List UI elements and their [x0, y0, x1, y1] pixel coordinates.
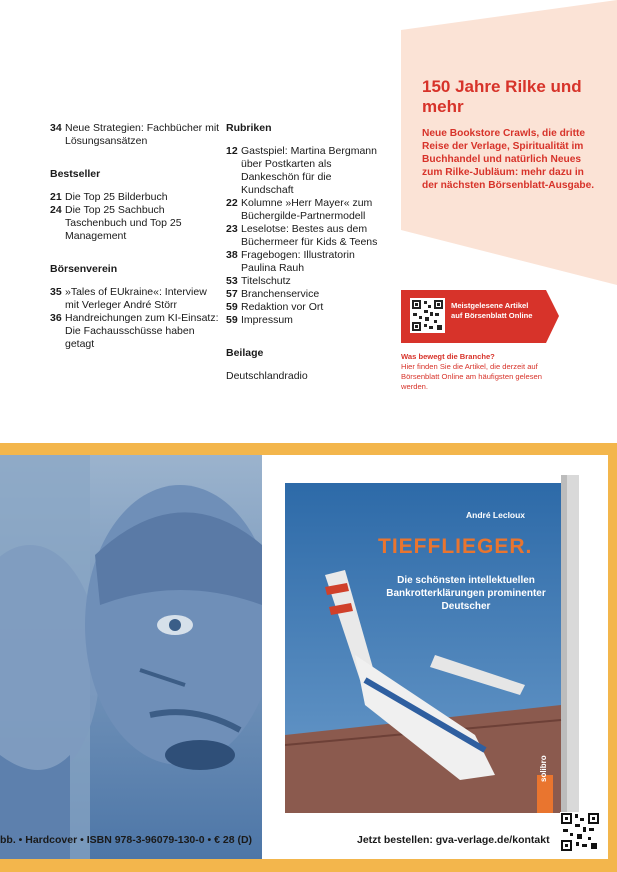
entry-text: Handreichungen zum KI-Einsatz: Die Fachausschüsse haben getagt: [65, 312, 219, 350]
book-title: TIEFFLIEGER.: [378, 535, 533, 558]
page-number: 57: [226, 288, 238, 300]
entry-text: Fragebogen: Illustratorin Paulina Rauh: [241, 249, 355, 274]
contents-entry[interactable]: [226, 145, 386, 197]
page-number: 34: [50, 122, 62, 134]
contents-entry[interactable]: [226, 249, 386, 275]
publisher-logo: solibro: [539, 755, 548, 783]
contents-entry[interactable]: [50, 122, 220, 148]
isbn-line: bb. • Hardcover • ISBN 978-3-96079-130-0 • € 28 (D): [0, 834, 253, 846]
page-number: 36: [50, 312, 62, 324]
contents-entry[interactable]: [50, 204, 220, 243]
contents-middle-column: [226, 122, 386, 383]
contents-entry[interactable]: [226, 197, 386, 223]
entry-text: Neue Strategien: Fachbücher mit Lösungsansätzen: [65, 122, 220, 147]
entry-text: Titelschutz: [241, 275, 291, 287]
contents-entry[interactable]: [226, 288, 386, 301]
section-heading-boersenverein: Börsenverein: [50, 263, 118, 275]
contents-entry[interactable]: [226, 301, 386, 314]
contents-left-column: [50, 122, 220, 351]
promo-question: Was bewegt die Branche?: [401, 352, 495, 361]
entry-text: Die Top 25 Sachbuch Taschenbuch und Top 25 Management: [65, 204, 182, 242]
entry-text: Branchenservice: [241, 288, 320, 300]
section-heading-beilage: Beilage: [226, 347, 264, 359]
page-number: 38: [226, 249, 238, 261]
author-photo: [0, 455, 262, 859]
banner-label: Meistgelesene Artikel auf Börsenblatt Online: [451, 301, 533, 320]
order-link[interactable]: Jetzt bestellen: gva-verlage.de/kontakt: [357, 834, 550, 846]
page-number: 23: [226, 223, 238, 235]
entry-text: Redaktion vor Ort: [241, 301, 324, 313]
promo-title: 150 Jahre Rilke und mehr: [422, 77, 582, 116]
page-number: 53: [226, 275, 238, 287]
contents-entry[interactable]: [226, 314, 386, 327]
section-heading-rubriken: Rubriken: [226, 122, 272, 134]
page-number: 59: [226, 314, 238, 326]
beilage-text: Deutschlandradio: [226, 370, 308, 382]
page-number: 59: [226, 301, 238, 313]
section-heading-bestseller: Bestseller: [50, 168, 101, 180]
entry-text: Leselotse: Bestes aus dem Büchermeer für Kids & Teens: [241, 223, 378, 248]
page-number: 12: [226, 145, 238, 157]
contents-entry[interactable]: [50, 191, 220, 204]
page-number: 35: [50, 286, 62, 298]
entry-text: Gastspiel: Martina Bergmann über Postkarten als Dankeschön für die Kundschaft: [241, 145, 377, 196]
entry-text: Impressum: [241, 314, 293, 326]
book-cover: [285, 475, 581, 813]
entry-text: »Tales of EUkraine«: Interview mit Verleger André Störr: [65, 286, 207, 311]
promo-text: Neue Bookstore Crawls, die dritte Reise der Verlage, Spiritualität im Buchhandel und natürlich Neues zum Rilke-Jubläum: mehr dazu in der nächsten Börsenblatt-Ausgabe.: [422, 128, 595, 191]
contents-entry[interactable]: [226, 275, 386, 288]
entry-text: Die Top 25 Bilderbuch: [65, 191, 168, 203]
ad-panel: [0, 455, 608, 859]
contents-entry[interactable]: [50, 312, 220, 351]
page-number: 24: [50, 204, 62, 216]
book-subtitle: Die schönsten intellektuellen Bankrotterklärungen prominenter Deutscher: [386, 575, 546, 612]
promo-answer: Hier finden Sie die Artikel, die derzeit auf Börsenblatt Online am häufigsten gelesen werden.: [401, 362, 542, 391]
book-author: André Lecloux: [466, 510, 526, 520]
qr-code-icon[interactable]: [410, 298, 445, 333]
contents-entry[interactable]: [50, 286, 220, 312]
entry-text: Kolumne »Herr Mayer« zum Büchergilde-Partnermodell: [241, 197, 373, 222]
page-number: 21: [50, 191, 62, 203]
contents-entry[interactable]: [226, 223, 386, 249]
qr-code-icon[interactable]: [560, 812, 600, 852]
page-number: 22: [226, 197, 238, 209]
